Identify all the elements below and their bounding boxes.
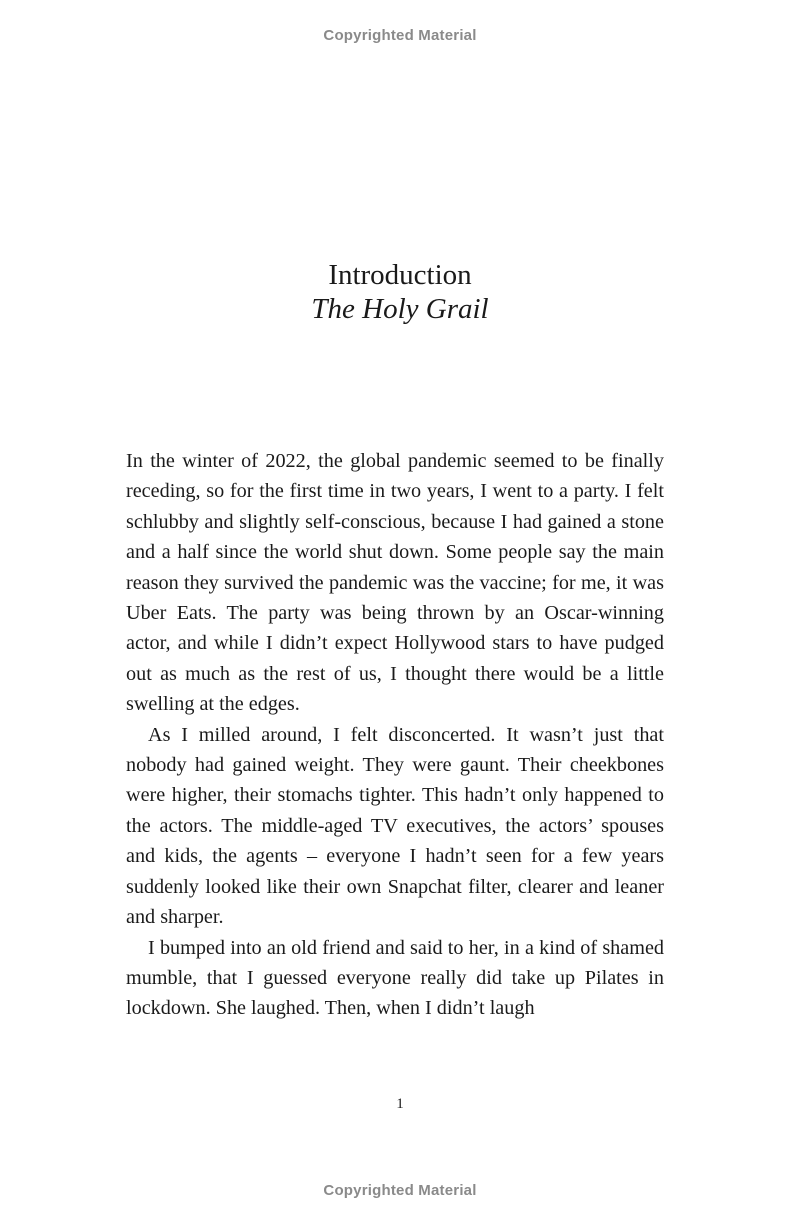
copyright-watermark-top: Copyrighted Material	[323, 27, 477, 44]
body-text	[126, 446, 664, 1024]
paragraph-3: I bumped into an old friend and said to her, in a kind of shamed mumble, that I guessed everyone really did take up Pilates in lockdown. She laughed. Then, when I didn’t laugh	[126, 936, 664, 1020]
chapter-heading	[0, 258, 800, 326]
chapter-subtitle: The Holy Grail	[311, 293, 489, 325]
copyright-watermark-bottom: Copyrighted Material	[323, 1182, 477, 1199]
page-number: 1	[396, 1096, 404, 1112]
paragraph-1: In the winter of 2022, the global pandemic seemed to be finally receding, so for the first time in two years, I went to a party. I felt schlubby and slightly self-conscious, because I had gained a stone and a half since the world shut down. Some people say the main reason they survived the pandemic was the vaccine; for me, it was Uber Eats. The party was being thrown by an Oscar-winning actor, and while I didn’t expect Hollywood stars to have pudged out as much as the rest of us, I thought there would be a little swelling at the edges.	[126, 450, 664, 716]
chapter-title: Introduction	[328, 259, 472, 291]
paragraph-2: As I milled around, I felt disconcerted. It wasn’t just that nobody had gained weight. They were gaunt. Their cheekbones were higher, their stomachs tighter. This hadn’t only happened to the actors. The middle-aged TV executives, the actors’ spouses and kids, the agents – everyone I hadn’t seen for a few years suddenly looked like their own Snapchat filter, clearer and leaner and sharper.	[126, 723, 664, 929]
